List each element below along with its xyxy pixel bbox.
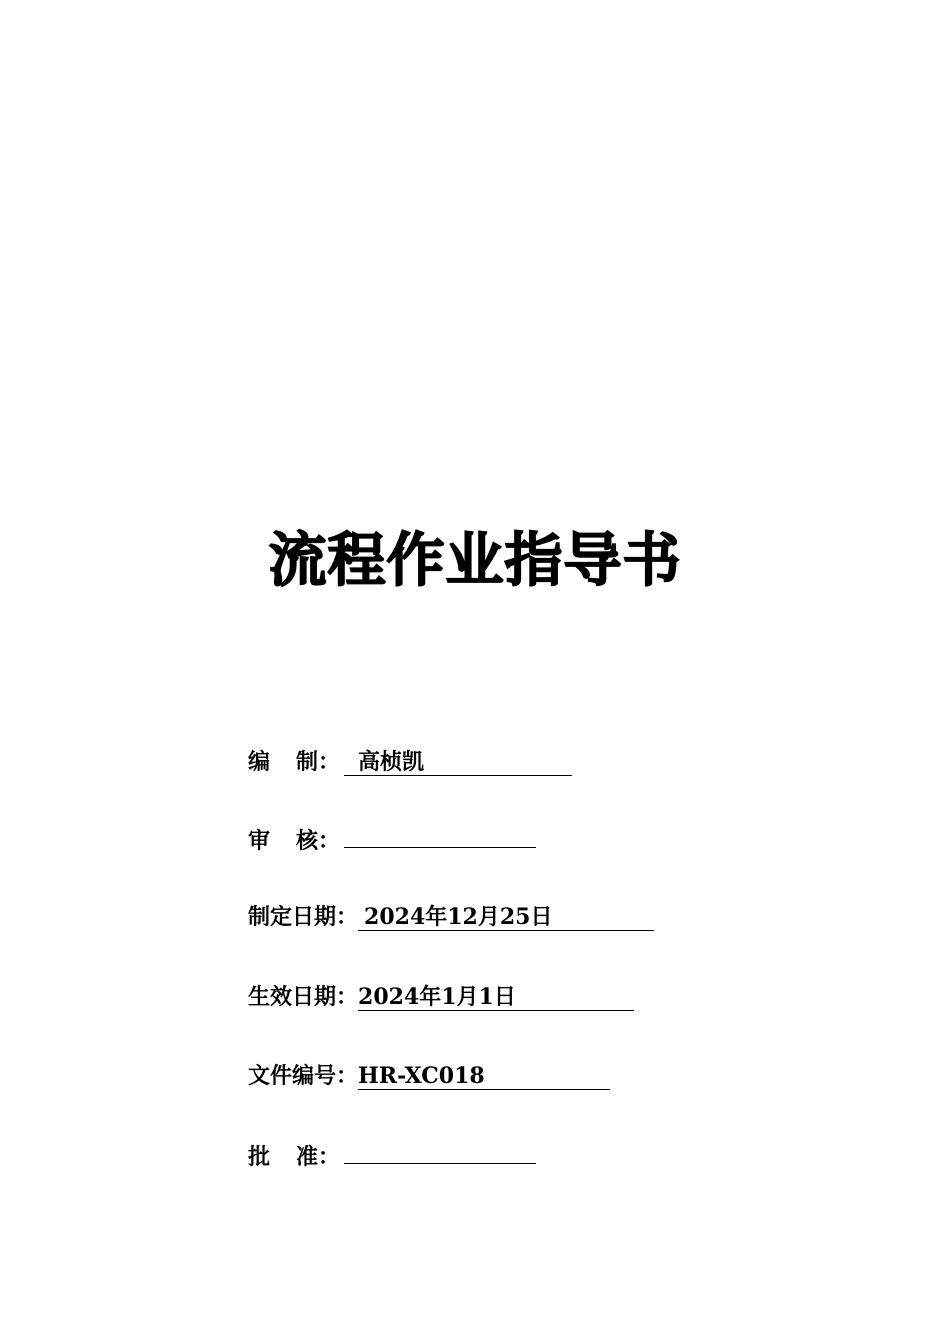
file-number-label: 文件编号：: [248, 1063, 359, 1089]
document-title: 流程作业指导书: [268, 526, 682, 594]
created-date-row: [248, 900, 654, 930]
compiler-value: 高桢凯: [344, 749, 572, 776]
approver-row: [248, 1138, 536, 1168]
effective-date-row: [248, 980, 634, 1010]
reviewer-label: 审 核：: [248, 828, 341, 854]
approver-label: 批 准：: [248, 1144, 341, 1170]
approver-value: [344, 1138, 536, 1164]
reviewer-value: [344, 822, 536, 848]
effective-date-value: 2024年1月1日: [358, 984, 634, 1011]
compiler-row: [248, 745, 572, 775]
created-date-value: 2024年12月25日: [358, 904, 654, 931]
reviewer-row: [248, 822, 536, 852]
created-date-label: 制定日期：: [248, 904, 359, 930]
compiler-label: 编 制：: [248, 749, 341, 775]
file-number-row: [248, 1059, 610, 1089]
effective-date-label: 生效日期：: [248, 984, 359, 1010]
file-number-value: HR-XC018: [358, 1063, 610, 1090]
